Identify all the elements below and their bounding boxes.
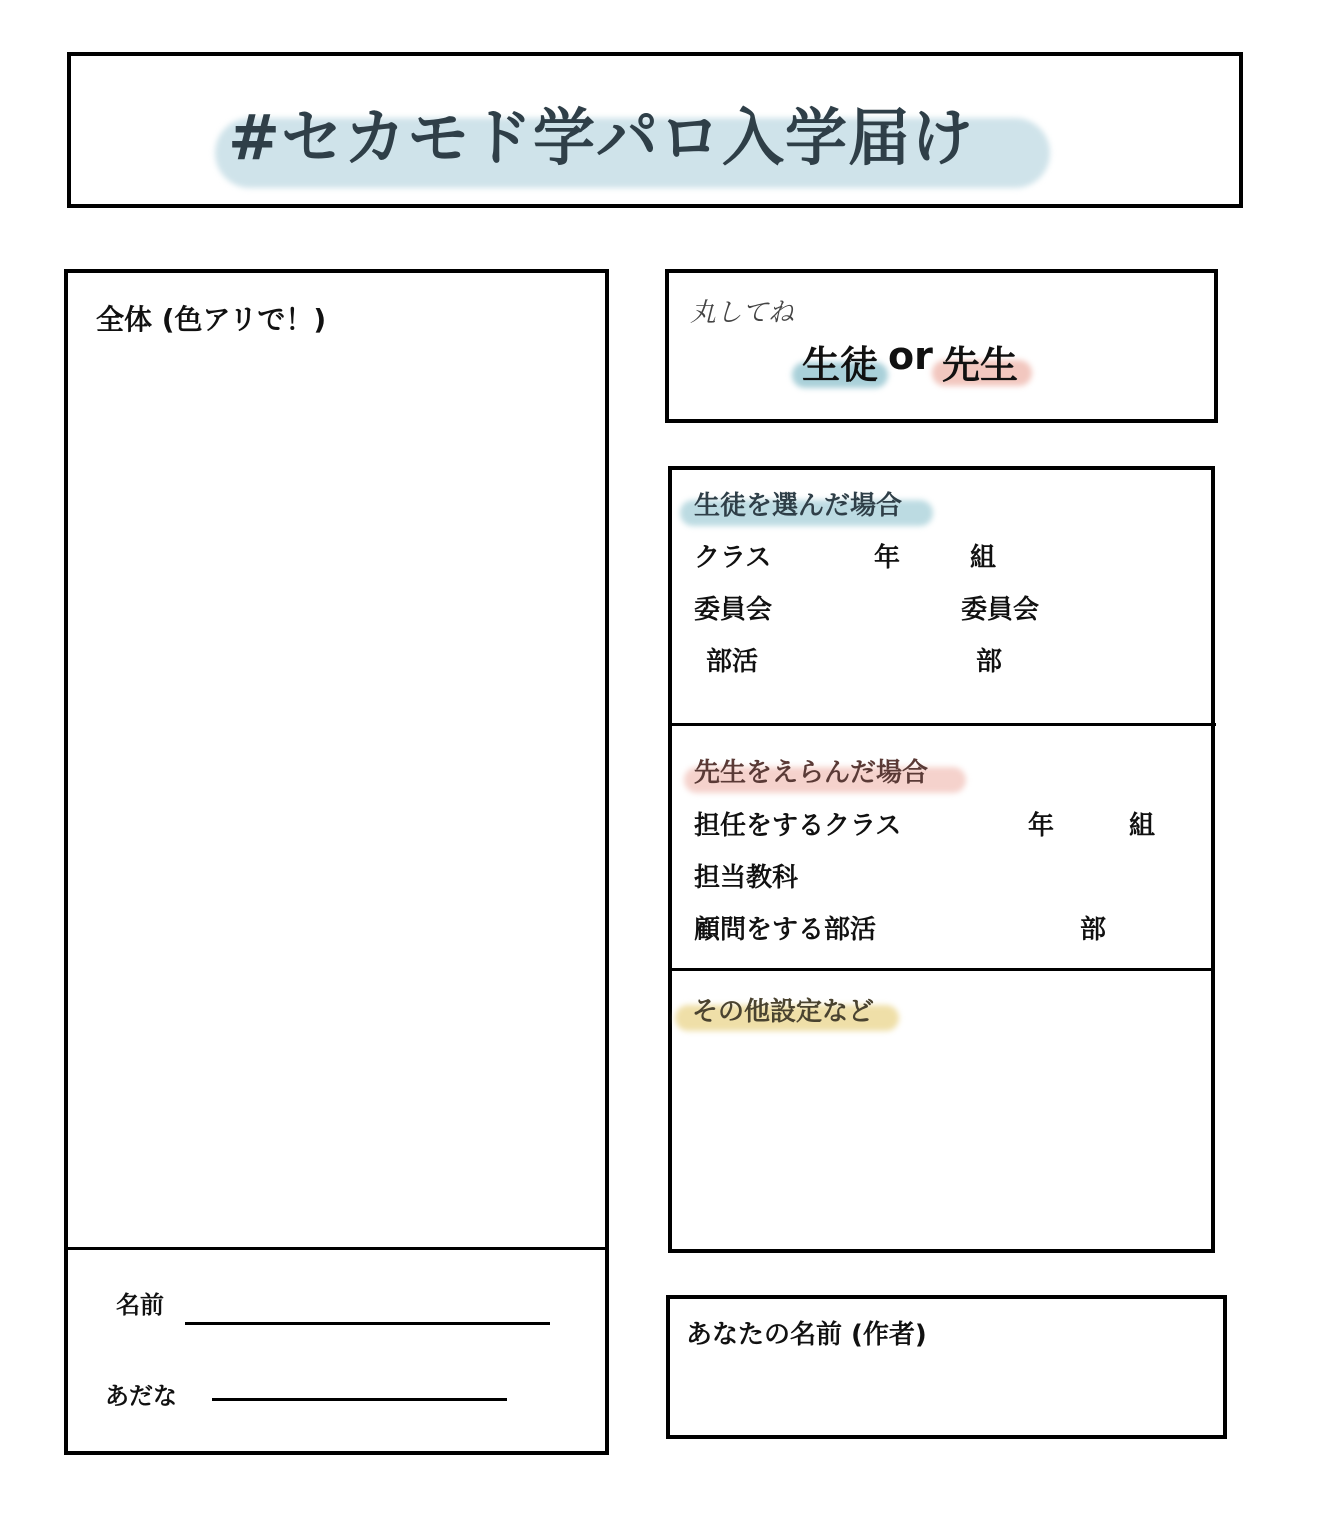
role-or-text: or (888, 334, 933, 378)
advisor-club-label: 顧問をする部活 (694, 915, 877, 945)
name-field[interactable] (185, 1322, 550, 1325)
full-body-label: 全体 (色アリで！) (96, 303, 327, 336)
subject-label: 担当教科 (694, 863, 799, 893)
name-label: 名前 (116, 1291, 164, 1319)
committee-label: 委員会 (694, 595, 773, 625)
role-option-teacher[interactable]: 先生 (942, 343, 1019, 387)
club-suffix: 部 (976, 647, 1003, 677)
role-hint-handwritten: 丸してね (690, 298, 795, 328)
homeroom-group-suffix: 組 (1129, 811, 1156, 841)
details-divider-2 (670, 968, 1213, 971)
other-settings-heading: その他設定など (692, 997, 875, 1027)
committee-suffix: 委員会 (961, 595, 1040, 625)
homeroom-label: 担任をするクラス (694, 811, 902, 841)
club-label: 部活 (706, 647, 759, 677)
body-divider (66, 1247, 606, 1250)
class-label: クラス (694, 543, 772, 573)
student-section-heading: 生徒を選んだ場合 (694, 491, 903, 521)
teacher-section-heading: 先生をえらんだ場合 (694, 758, 929, 788)
page-title: #セカモド学パロ入学届け (228, 101, 974, 174)
class-year-suffix: 年 (874, 543, 901, 573)
nickname-field[interactable] (212, 1398, 507, 1401)
role-option-student[interactable]: 生徒 (802, 343, 879, 387)
homeroom-year-suffix: 年 (1028, 811, 1055, 841)
advisor-club-suffix: 部 (1080, 915, 1107, 945)
details-divider-1 (670, 723, 1216, 726)
class-group-suffix: 組 (970, 543, 997, 573)
author-label: あなたの名前 (作者) (686, 1320, 927, 1350)
nickname-label: あだな (105, 1382, 177, 1410)
full-body-drawing-area[interactable] (64, 269, 609, 1455)
